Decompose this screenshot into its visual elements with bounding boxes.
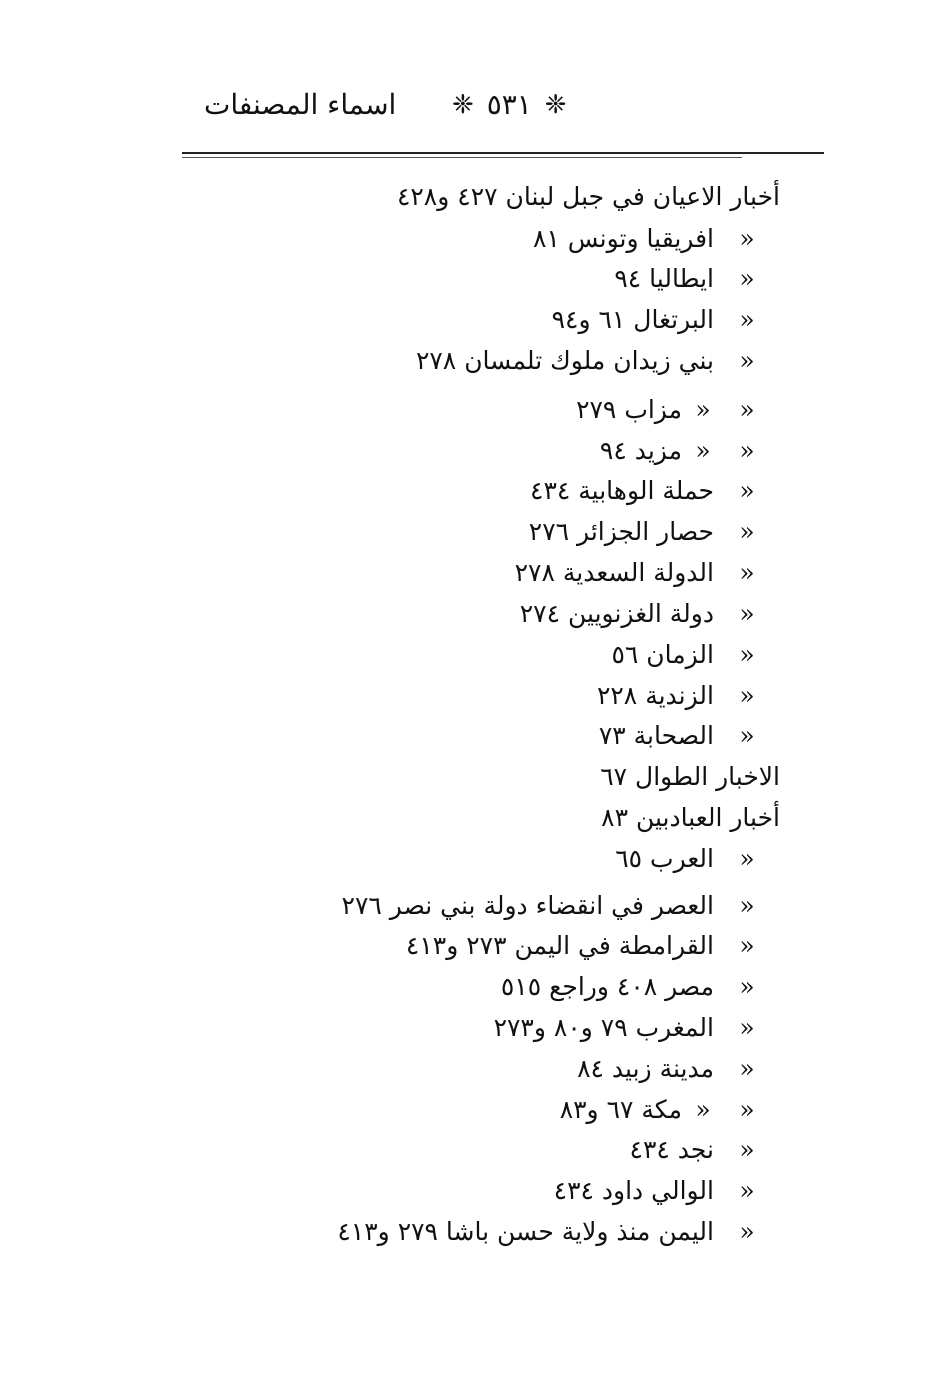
index-entry xyxy=(597,679,760,713)
ditto-mark: « xyxy=(739,264,755,293)
entry-text: مزيد ٩٤ xyxy=(599,436,682,465)
entry-text: مكة ٦٧ و٨٣ xyxy=(559,1095,682,1124)
ditto-mark: « xyxy=(739,681,755,710)
index-entry xyxy=(560,1093,760,1127)
index-entry xyxy=(530,474,760,508)
index-entry xyxy=(577,1052,760,1086)
ditto-mark: « xyxy=(739,599,755,628)
ditto-mark: « xyxy=(739,1176,755,1205)
ornament-star-icon: ❈ xyxy=(452,90,474,120)
ditto-mark: « xyxy=(739,891,755,920)
entry-text: مصر ٤٠٨ وراجع ٥١٥ xyxy=(500,972,714,1001)
entry-text: مزاب ٢٧٩ xyxy=(576,395,682,424)
index-entry xyxy=(600,760,780,794)
index-entry xyxy=(552,303,760,337)
entry-text: نجد ٤٣٤ xyxy=(629,1135,714,1164)
entry-text: اليمن منذ ولاية حسن باشا ٢٧٩ و٤١٣ xyxy=(337,1217,714,1246)
entry-text: الصحابة ٧٣ xyxy=(598,721,714,750)
ditto-mark-secondary: « xyxy=(695,395,711,424)
entry-text: الوالي داود ٤٣٤ xyxy=(553,1176,714,1205)
index-entry xyxy=(554,1174,760,1208)
index-entry xyxy=(337,1215,760,1249)
entry-text: مدينة زبيد ٨٤ xyxy=(577,1054,714,1083)
ditto-mark: « xyxy=(739,1013,755,1042)
entry-text: أخبار العبادبين ٨٣ xyxy=(601,803,780,832)
index-entry xyxy=(501,970,760,1004)
index-entry xyxy=(615,842,760,876)
entry-text: أخبار الاعيان في جبل لبنان ٤٢٧ و٤٢٨ xyxy=(396,182,780,211)
ditto-mark: « xyxy=(739,1217,755,1246)
ditto-mark: « xyxy=(739,224,755,253)
ornament-star-icon: ❈ xyxy=(544,90,567,120)
ditto-mark: « xyxy=(739,931,755,960)
index-entry xyxy=(342,889,760,923)
entry-text: افريقيا وتونس ٨١ xyxy=(533,224,714,253)
index-entry xyxy=(533,222,760,256)
ditto-mark: « xyxy=(739,1135,755,1164)
ditto-mark-secondary: « xyxy=(695,1095,711,1124)
ditto-mark: « xyxy=(739,436,755,465)
ditto-mark: « xyxy=(739,517,755,546)
index-entry xyxy=(520,597,760,631)
entry-text: العرب ٦٥ xyxy=(615,844,714,873)
ditto-mark: « xyxy=(739,1054,755,1083)
ditto-mark: « xyxy=(739,395,755,424)
index-entry xyxy=(611,638,760,672)
entry-text: الزمان ٥٦ xyxy=(611,640,714,669)
ditto-mark: « xyxy=(739,1095,755,1124)
ditto-mark: « xyxy=(739,640,755,669)
entry-text: المغرب ٧٩ و٨٠ و٢٧٣ xyxy=(493,1013,714,1042)
entry-text: الاخبار الطوال ٦٧ xyxy=(600,762,780,791)
ditto-mark: « xyxy=(739,346,755,375)
running-head-title: اسماء المصنفات xyxy=(204,88,397,121)
index-entry xyxy=(529,515,760,549)
index-entry xyxy=(494,1011,760,1045)
entry-text: بني زيدان ملوك تلمسان ٢٧٨ xyxy=(415,346,714,375)
index-entry xyxy=(630,1133,760,1167)
ditto-mark-secondary: « xyxy=(695,436,711,465)
entry-text: حصار الجزائر ٢٧٦ xyxy=(528,517,714,546)
ditto-mark: « xyxy=(739,476,755,505)
entry-text: دولة الغزنويين ٢٧٤ xyxy=(519,599,714,628)
entry-text: الزندية ٢٢٨ xyxy=(596,681,714,710)
entry-text: القرامطة في اليمن ٢٧٣ و٤١٣ xyxy=(405,931,714,960)
entry-text: الدولة السعدية ٢٧٨ xyxy=(514,558,714,587)
ditto-mark: « xyxy=(739,558,755,587)
index-entry xyxy=(406,929,760,963)
index-entry xyxy=(601,801,780,835)
ditto-mark: « xyxy=(739,844,755,873)
index-entry xyxy=(576,393,760,427)
index-entry xyxy=(614,262,760,296)
index-entry xyxy=(600,434,760,468)
entry-text: حملة الوهابية ٤٣٤ xyxy=(530,476,714,505)
entry-text: العصر في انقضاء دولة بني نصر ٢٧٦ xyxy=(341,891,714,920)
entry-text: ايطاليا ٩٤ xyxy=(614,264,714,293)
index-entry xyxy=(397,180,780,214)
index-entry xyxy=(416,344,760,378)
ditto-mark: « xyxy=(739,721,755,750)
index-entry xyxy=(599,719,760,753)
index-entry xyxy=(515,556,760,590)
ditto-mark: « xyxy=(739,305,755,334)
page-number: ٥٣١ xyxy=(486,88,532,121)
ditto-mark: « xyxy=(739,972,755,1001)
entry-text: البرتغال ٦١ و٩٤ xyxy=(551,305,714,334)
